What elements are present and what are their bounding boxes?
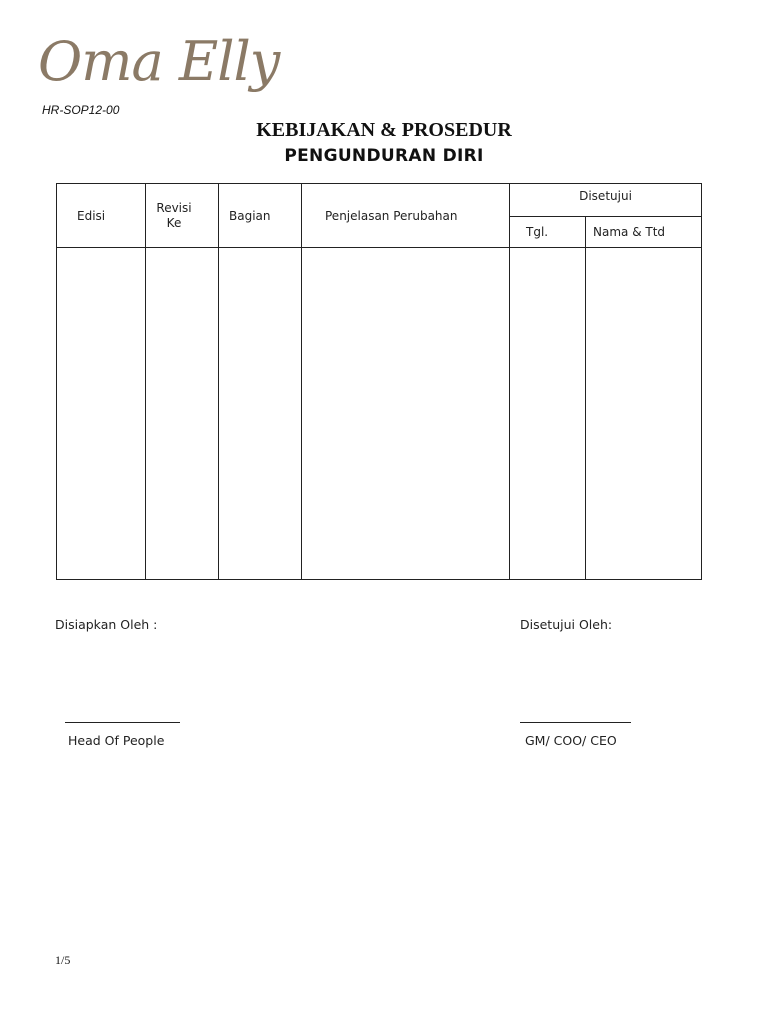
- column-tgl-label: Tgl.: [526, 225, 549, 239]
- table-cell-revisi[interactable]: [146, 248, 219, 580]
- header-cell-disetujui: [510, 184, 702, 217]
- document-code: HR-SOP12-00: [42, 103, 120, 117]
- table-cell-bagian[interactable]: [219, 248, 302, 580]
- approved-role: GM/ COO/ CEO: [525, 733, 617, 748]
- table-row: [57, 248, 702, 580]
- prepared-by-label: Disiapkan Oleh :: [55, 617, 158, 632]
- table-header-row: [57, 184, 702, 217]
- approved-signature-line: [520, 722, 631, 723]
- column-disetujui-label: Disetujui: [579, 189, 632, 203]
- column-nama-label: Nama & Ttd: [593, 225, 666, 239]
- header-cell-tgl: [510, 217, 586, 248]
- header-cell-edisi: [57, 184, 146, 248]
- table-cell-edisi[interactable]: [57, 248, 146, 580]
- header-cell-nama: [586, 217, 702, 248]
- table-cell-tgl[interactable]: [510, 248, 586, 580]
- column-revisi-label: Revisi Ke: [156, 200, 192, 230]
- column-edisi-label: Edisi: [77, 208, 106, 223]
- header-cell-bagian: [219, 184, 302, 248]
- column-bagian-label: Bagian: [229, 208, 271, 223]
- prepared-signature-line: [65, 722, 180, 723]
- table-cell-nama[interactable]: [586, 248, 702, 580]
- document-title: KEBIJAKAN & PROSEDUR: [256, 119, 512, 141]
- table-cell-penjelasan[interactable]: [302, 248, 510, 580]
- prepared-role: Head Of People: [68, 733, 165, 748]
- header-cell-revisi: [146, 184, 219, 248]
- document-subtitle: PENGUNDURAN DIRI: [284, 146, 484, 166]
- approved-by-label: Disetujui Oleh:: [520, 617, 613, 632]
- page-number: 1/5: [55, 953, 71, 967]
- revision-table: [56, 183, 702, 580]
- header-cell-penjelasan: [302, 184, 510, 248]
- column-penjelasan-label: Penjelasan Perubahan: [325, 208, 458, 223]
- company-logo: Oma Elly: [38, 30, 280, 93]
